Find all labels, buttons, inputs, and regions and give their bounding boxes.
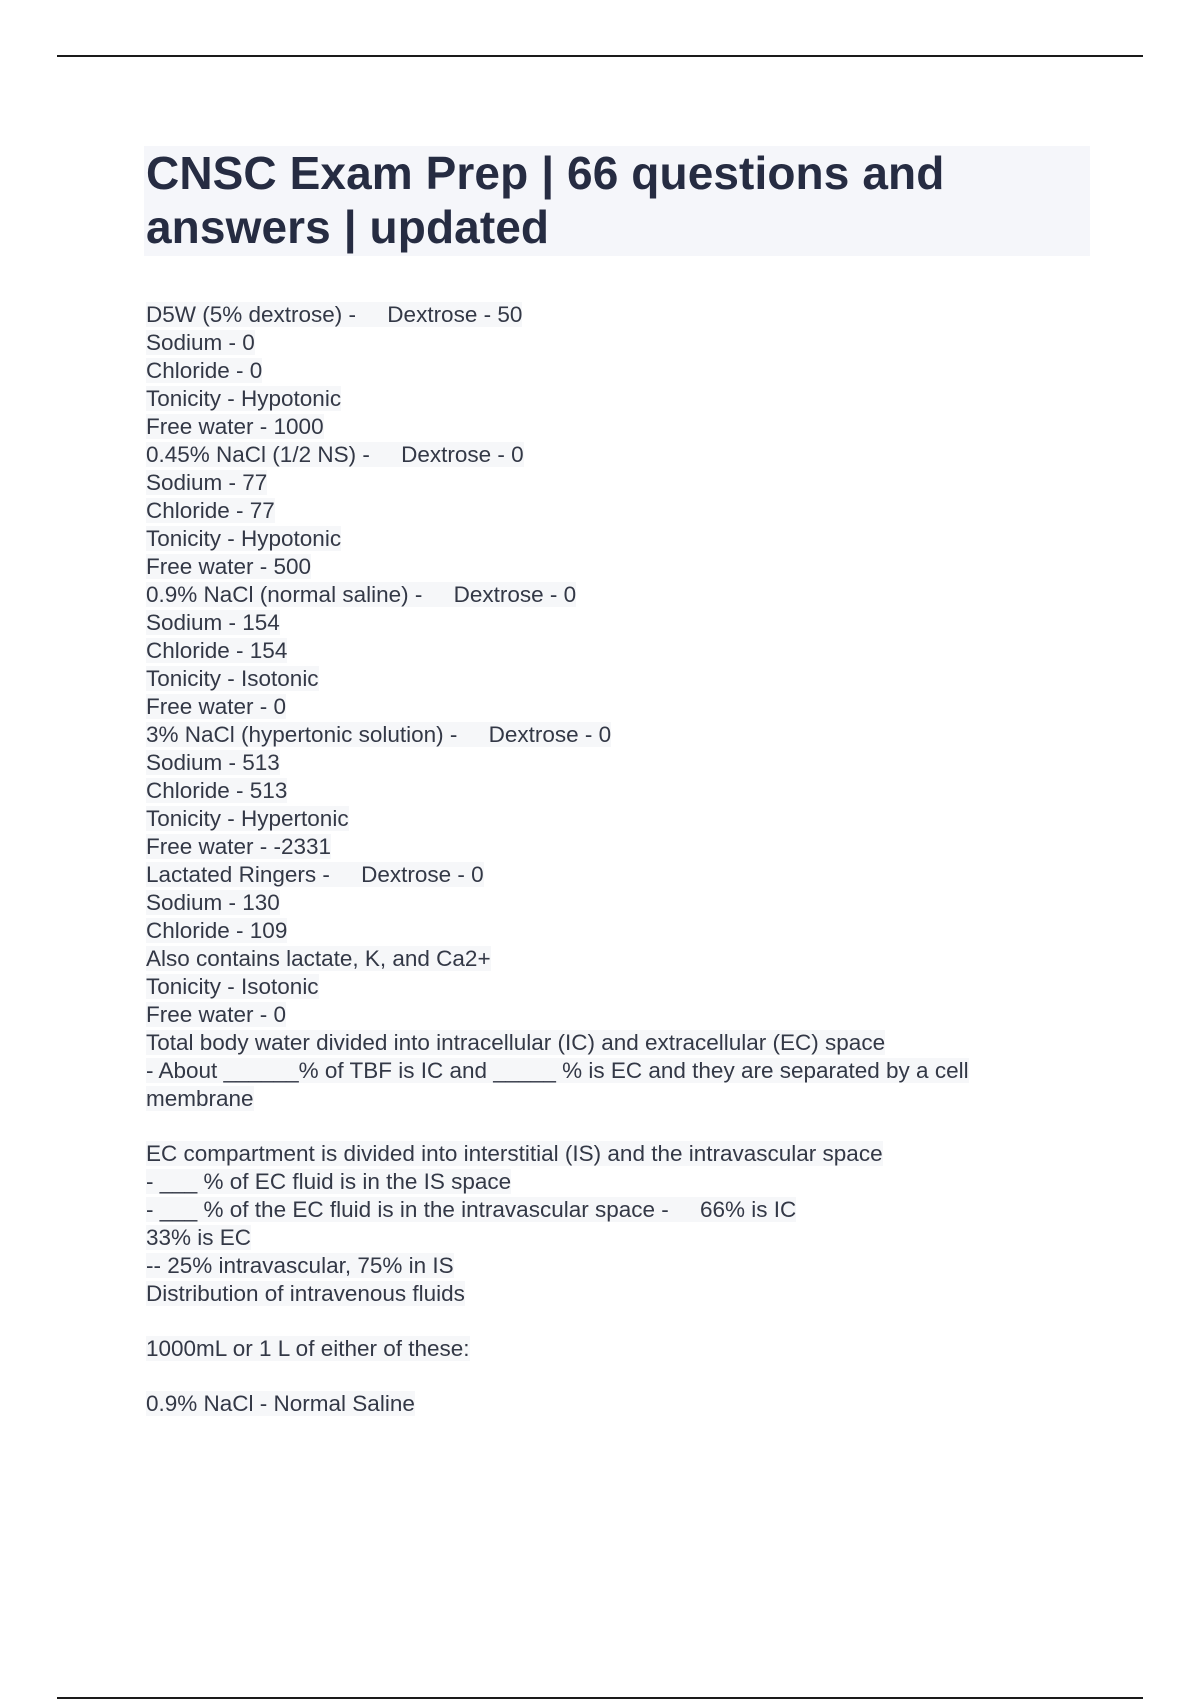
text-line-content: D5W (5% dextrose) - Dextrose - 50 (146, 302, 523, 327)
text-line (146, 1280, 1086, 1308)
top-divider (57, 55, 1143, 57)
bottom-divider (57, 1697, 1143, 1699)
text-line-content: 33% is EC (146, 1225, 252, 1250)
text-line-content: Sodium - 77 (146, 470, 268, 495)
text-line-content: Sodium - 513 (146, 750, 280, 775)
text-line-content: EC compartment is divided into interstitial (IS) and the intravascular space (146, 1141, 883, 1166)
text-line-content: 0.9% NaCl - Normal Saline (146, 1391, 415, 1416)
text-line-content: - About ______% of TBF is IC and _____ % is EC and they are separated by a cell (146, 1058, 969, 1083)
text-line-content: Free water - 1000 (146, 414, 324, 439)
text-line (146, 413, 1086, 441)
text-line (146, 1252, 1086, 1280)
text-line (146, 693, 1086, 721)
text-line-content: Free water - 0 (146, 694, 287, 719)
text-line (146, 301, 1086, 329)
text-line-content: Tonicity - Isotonic (146, 666, 319, 691)
text-line (146, 777, 1086, 805)
text-line (146, 581, 1086, 609)
text-line (146, 805, 1086, 833)
text-line-content: Sodium - 154 (146, 610, 280, 635)
text-line (146, 889, 1086, 917)
text-line-content: 0.9% NaCl (normal saline) - Dextrose - 0 (146, 582, 577, 607)
text-line-content: 3% NaCl (hypertonic solution) - Dextrose - 0 (146, 722, 612, 747)
text-line-content: Chloride - 77 (146, 498, 275, 523)
text-line (146, 525, 1086, 553)
text-line (146, 357, 1086, 385)
text-line-content: Sodium - 0 (146, 330, 255, 355)
text-line-content: -- 25% intravascular, 75% in IS (146, 1253, 454, 1278)
text-line-content: Chloride - 154 (146, 638, 288, 663)
paragraph-gap (146, 1363, 1086, 1390)
text-line (146, 329, 1086, 357)
text-line-content: Chloride - 0 (146, 358, 263, 383)
text-line-content: Tonicity - Hypotonic (146, 386, 342, 411)
text-line-content: Chloride - 513 (146, 778, 288, 803)
text-line-content: membrane (146, 1086, 254, 1111)
text-line-content: Lactated Ringers - Dextrose - 0 (146, 862, 484, 887)
text-line-content: Tonicity - Hypertonic (146, 806, 349, 831)
text-line-content: Free water - 0 (146, 1002, 287, 1027)
text-line (146, 861, 1086, 889)
text-line-content: 1000mL or 1 L of either of these: (146, 1336, 470, 1361)
text-line (146, 1390, 1086, 1418)
text-line (146, 385, 1086, 413)
text-line (146, 1057, 1086, 1085)
text-line (146, 721, 1086, 749)
text-line (146, 637, 1086, 665)
text-line (146, 1001, 1086, 1029)
text-line-content: Chloride - 109 (146, 918, 288, 943)
text-line (146, 917, 1086, 945)
text-line (146, 609, 1086, 637)
text-line (146, 945, 1086, 973)
text-line-content: - ___ % of the EC fluid is in the intravascular space - 66% is IC (146, 1197, 797, 1222)
text-line (146, 441, 1086, 469)
text-line (146, 1224, 1086, 1252)
text-line-content: Free water - 500 (146, 554, 312, 579)
text-line (146, 1085, 1086, 1113)
paragraph-gap (146, 1308, 1086, 1335)
text-line-content: Total body water divided into intracellular (IC) and extracellular (EC) space (146, 1030, 886, 1055)
text-line-content: Tonicity - Hypotonic (146, 526, 342, 551)
text-line-content: Also contains lactate, K, and Ca2+ (146, 946, 491, 971)
text-line (146, 749, 1086, 777)
text-line (146, 497, 1086, 525)
text-line-content: Sodium - 130 (146, 890, 280, 915)
text-line-content: - ___ % of EC fluid is in the IS space (146, 1169, 512, 1194)
text-line-content: 0.45% NaCl (1/2 NS) - Dextrose - 0 (146, 442, 524, 467)
text-line (146, 469, 1086, 497)
text-line (146, 553, 1086, 581)
text-line-content: Tonicity - Isotonic (146, 974, 319, 999)
text-line (146, 1140, 1086, 1168)
text-line (146, 1029, 1086, 1057)
text-line (146, 1196, 1086, 1224)
text-line (146, 665, 1086, 693)
text-line (146, 833, 1086, 861)
text-line (146, 1335, 1086, 1363)
text-line (146, 1168, 1086, 1196)
title-block (144, 146, 1090, 256)
text-line-content: Distribution of intravenous fluids (146, 1281, 465, 1306)
text-line-content: Free water - -2331 (146, 834, 332, 859)
text-line (146, 973, 1086, 1001)
document-body (146, 301, 1086, 1418)
document-title: CNSC Exam Prep | 66 questions and answers | updated (146, 147, 945, 253)
paragraph-gap (146, 1113, 1086, 1140)
